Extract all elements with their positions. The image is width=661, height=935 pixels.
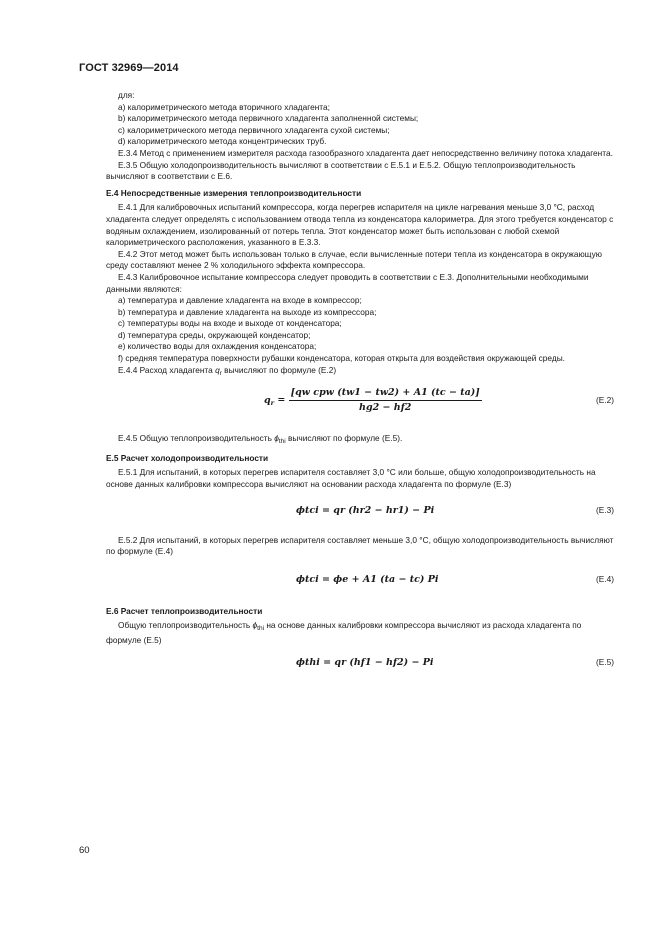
document-body bbox=[106, 90, 614, 691]
list-item: e) количество воды для охлаждения конденсатора; bbox=[118, 341, 317, 352]
formula-fraction bbox=[289, 387, 482, 413]
formula-numerator: [qw cpw (tw1 − tw2) + A1 (tc − ta)] bbox=[289, 387, 482, 401]
section-title-e6: Е.6 Расчет теплопроизводительности bbox=[106, 605, 263, 616]
section-title-e5: Е.5 Расчет холодопроизводительности bbox=[106, 452, 269, 463]
formula-lhs: $q_r$ bbox=[264, 394, 275, 407]
list-item: a) температура и давление хладагента на входе в компрессор; bbox=[118, 295, 362, 306]
equation-number: (Е.2) bbox=[596, 395, 614, 406]
paragraph-e42: Е.4.2 Этот метод может быть использован только в случае, если вычисленные потери тепла из конденсатора в окружающую среду составляют менее 2 % холодильного эффекта компрессора. bbox=[106, 248, 602, 271]
paragraph-e51: Е.5.1 Для испытаний, в которых перегрев испарителя составляет 3,0 °С или больше, общую холодопроизводительность на основе данных калибровки компрессора вычисляют на основании расхода хладагента по формуле (Е.3) bbox=[106, 467, 596, 490]
list-item: d) калориметрического метода концентрических труб. bbox=[118, 136, 327, 147]
equation-number: (Е.4) bbox=[596, 573, 614, 584]
document-header: ГОСТ 32969—2014 bbox=[79, 62, 179, 74]
equation-number: (Е.5) bbox=[596, 656, 614, 667]
paragraph-e41: Е.4.1 Для калибровочных испытаний компрессора, когда перегрев испарителя на цикле нагревания меньше 3,0 °С, расход хладагента следует определять с использованием отвода тепла из конденсатора калориметра. Для этого требуется конденсатор с водяным охлаждением, изолированный от потерь тепла. Этот конденсатор может быть использован с любой схемой калориметрического расположения, указанного в Е.3.3. bbox=[106, 202, 614, 248]
list-item: a) калориметрического метода вторичного хладагента; bbox=[118, 101, 330, 112]
text: вычисляют по формуле (Е.2) bbox=[221, 364, 337, 375]
paragraph-e45: Е.4.5 Общую теплопроизводительность $\phi_{thi}$ вычисляют по формуле (Е.5). bbox=[118, 433, 403, 446]
formula-e3-expression: ϕtci = qr (hr2 − hr1) − Pi bbox=[296, 504, 435, 516]
variable: q bbox=[215, 364, 220, 375]
intro-text: для: bbox=[118, 90, 135, 100]
formula-e5-expression: ϕthi = qr (hf1 − hf2) − Pi bbox=[296, 656, 434, 668]
list-item: b) калориметрического метода первичного хладагента заполненной системы; bbox=[118, 113, 419, 124]
formula-e3 bbox=[106, 495, 614, 529]
equation-number: (Е.3) bbox=[596, 504, 614, 515]
list-item: b) температура и давление хладагента на выходе из компрессора; bbox=[118, 306, 377, 317]
formula-e2 bbox=[106, 383, 614, 427]
paragraph-e52: Е.5.2 Для испытаний, в которых перегрев испарителя составляет меньше 3,0 °С, общую холодопроизводительность вычисляют по формуле (Е.4) bbox=[106, 534, 614, 557]
paragraph-e34: Е.3.4 Метод с применением измерителя расхода газообразного хладагента дает непосредственно величину потока хладагента. bbox=[118, 147, 613, 158]
paragraph-e35: Е.3.5 Общую холодопроизводительность вычисляют в соответствии с Е.5.1 и Е.5.2. Общую теплопроизводительность вычисляют в соответствии с Е.6. bbox=[106, 159, 576, 182]
formula-e5 bbox=[106, 651, 614, 685]
section-title-e4: Е.4 Непосредственные измерения теплопроизводительности bbox=[106, 187, 362, 198]
formula-e4 bbox=[106, 562, 614, 596]
list-item: c) калориметрического метода первичного хладагента сухой системы; bbox=[118, 124, 390, 135]
text: Е.4.4 Расход хладагента bbox=[118, 364, 216, 375]
list-item: d) температура среды, окружающей конденсатор; bbox=[118, 329, 311, 340]
formula-e4-expression: ϕtci = ϕe + A1 (ta − tc) Pi bbox=[296, 573, 439, 585]
paragraph-e44 bbox=[106, 365, 614, 380]
subscript: r bbox=[219, 369, 222, 377]
list-item: c) температуры воды на входе и выходе от конденсатора; bbox=[118, 318, 342, 329]
formula-e2-expression: $q_r$ = $\frac{\text{[qw cpw (tw1 − tw2) + A1 (tc − ta)]}}{hg2 - hf2}$ bbox=[264, 387, 480, 413]
paragraph-e43: Е.4.3 Калибровочное испытание компрессора следует проводить в соответствии с Е.3. Дополнительными необходимыми данными являются: bbox=[106, 271, 589, 294]
page-number: 60 bbox=[79, 845, 90, 856]
paragraph-e6: Общую теплопроизводительность $\phi_{thi}$ на основе данных калибровки компрессора вычисляют из расхода хладагента по формуле (Е.5) bbox=[106, 620, 582, 645]
list-item: f) средняя температура поверхности рубашки конденсатора, которая открыта для воздействия окружающей среды. bbox=[118, 353, 565, 364]
formula-denominator: hg2 − hf2 bbox=[359, 401, 412, 413]
